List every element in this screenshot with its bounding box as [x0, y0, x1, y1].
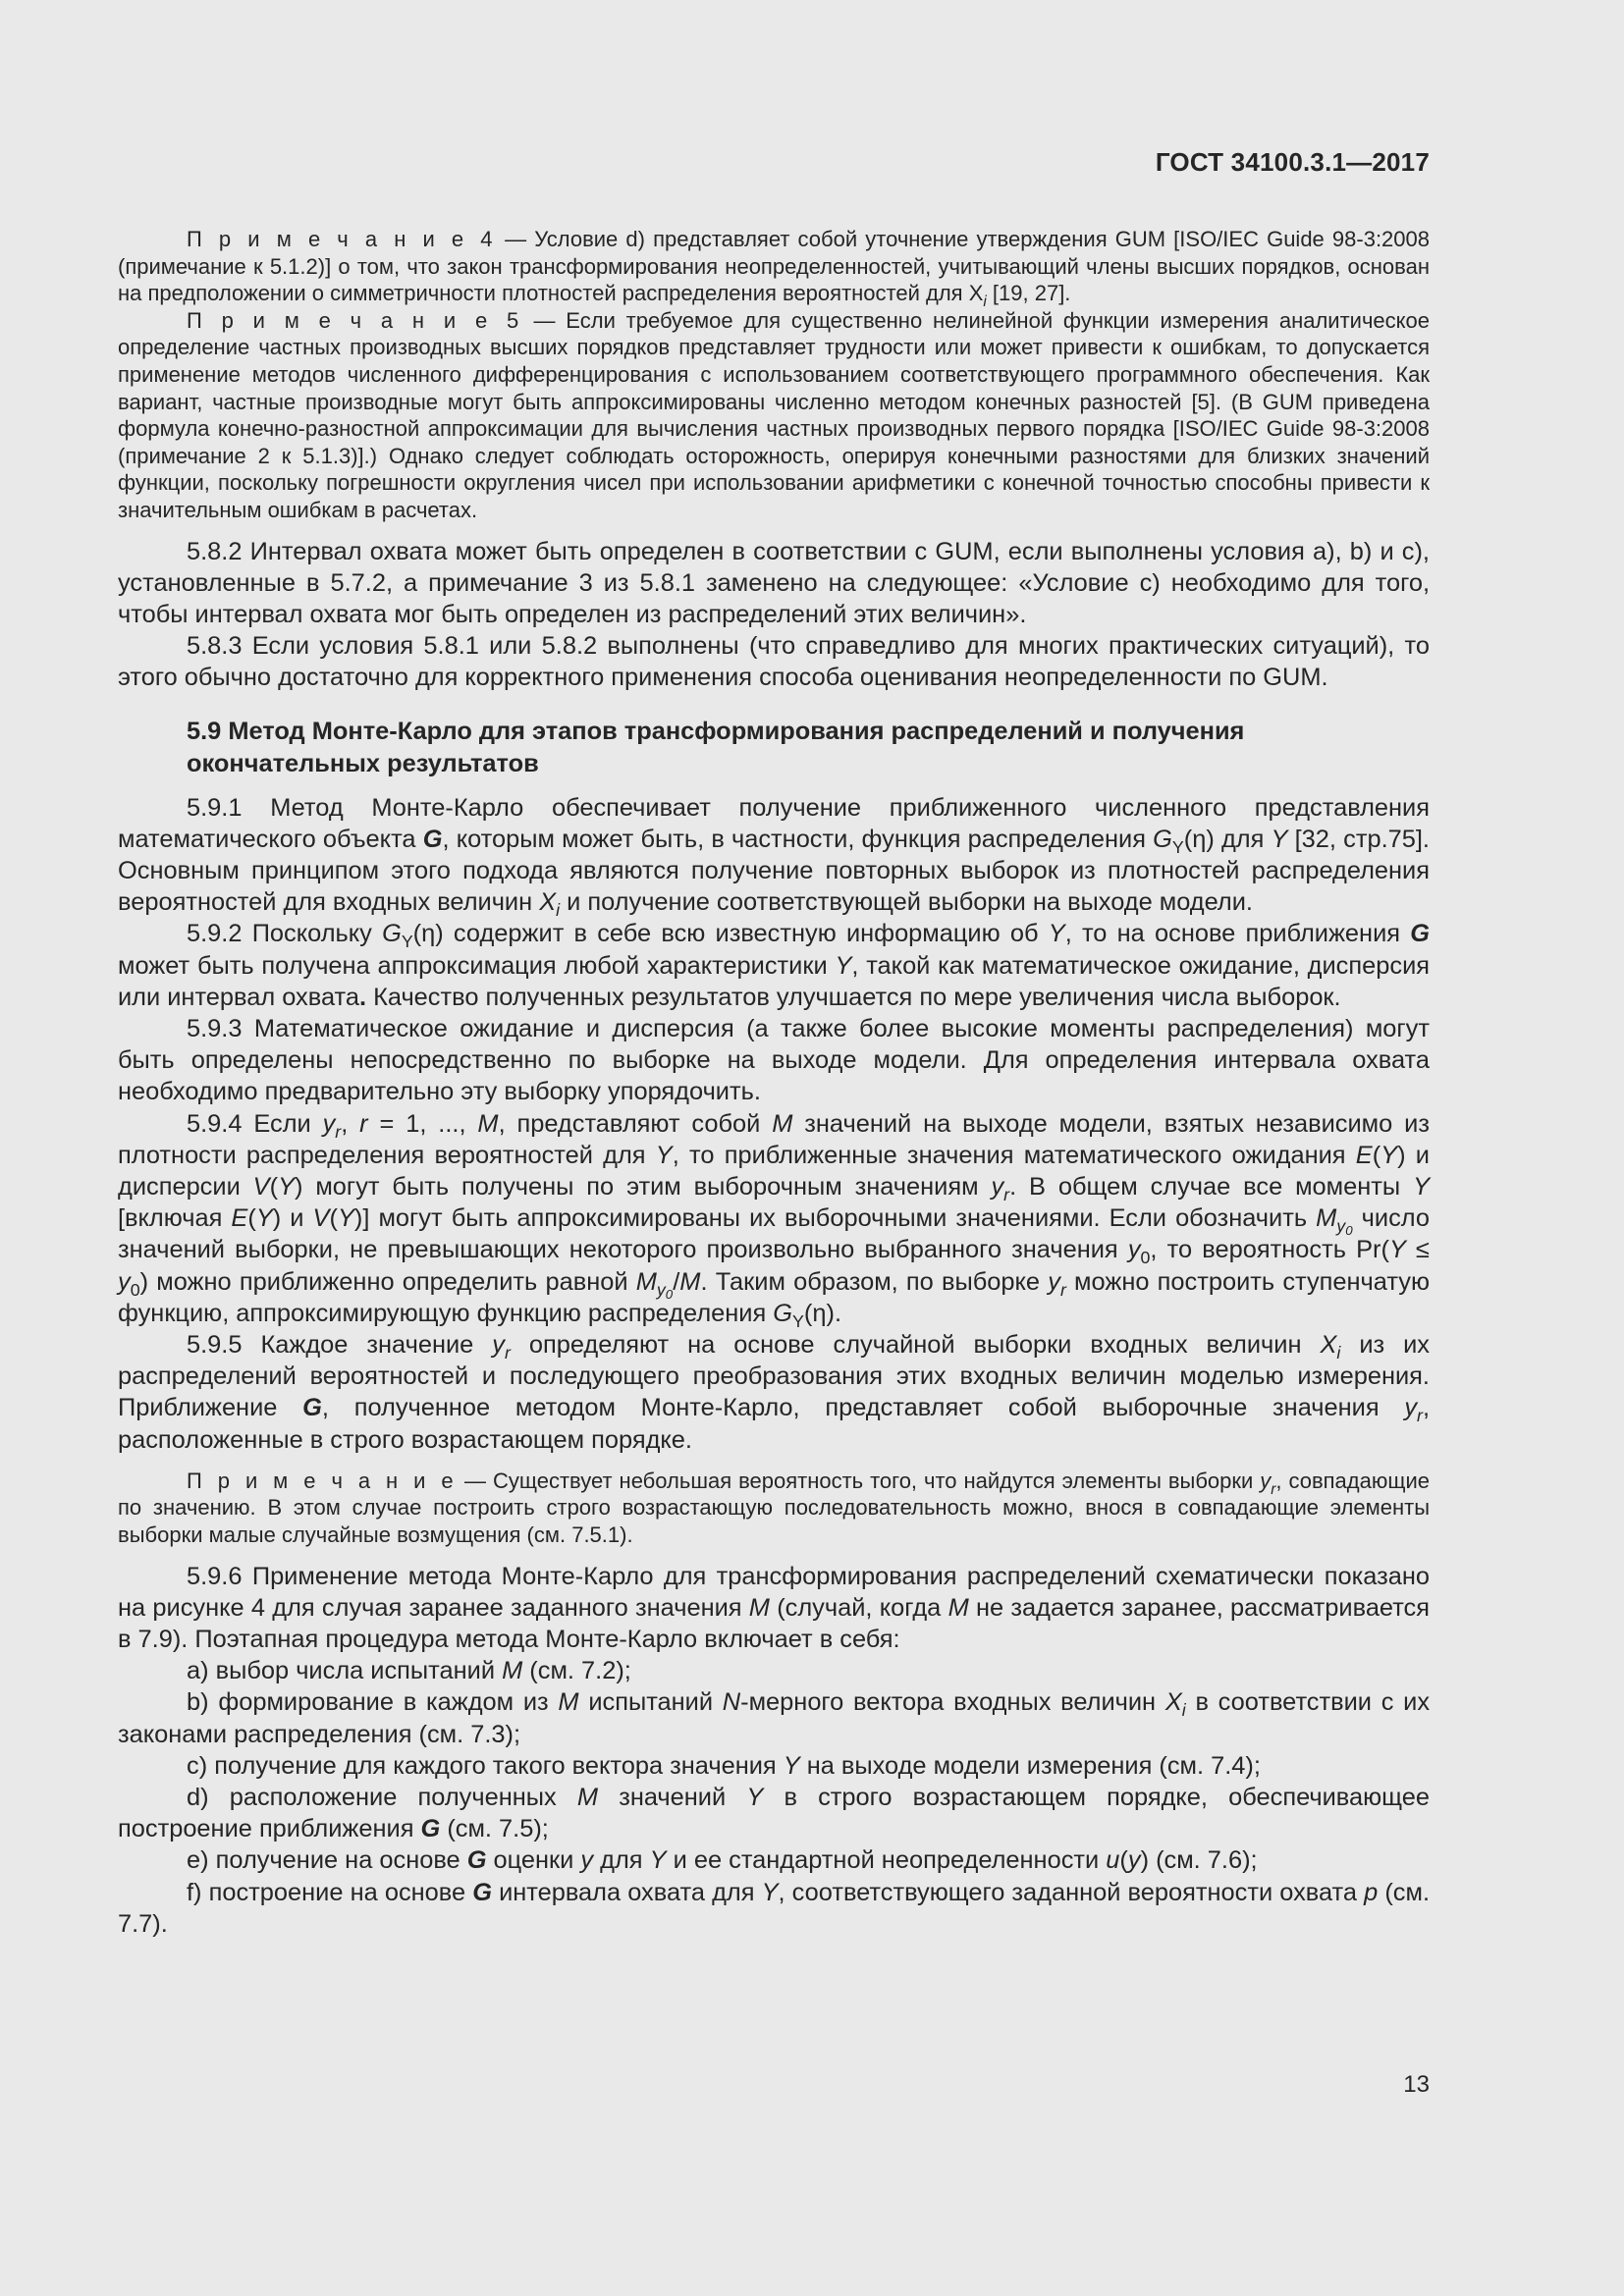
list-item: f) построение на основе G интервала охвата для Y, соответствующего заданной вероятности охвата p (см. 7.7). [118, 1878, 1430, 1938]
document-id-header: ГОСТ 34100.3.1—2017 [1155, 147, 1430, 177]
note-5: П р и м е ч а н и е 5 — Если требуемое для существенно нелинейной функции измерения аналитическое определение частных производных высших порядков представляет трудности или может привести к ошибкам, то допускается применение методов численного дифференцирования с использованием соответствующего программного обеспечения. Как вариант, частные производные могут быть аппроксимированы численно методом конечных разностей [5]. (В GUM приведена формула конечно-разностной аппроксимации для вычисления частных производных первого порядка [ISO/IEC Guide 98-3:2008 (примечание 2 к 5.1.3)].) Однако следует соблюдать осторожность, оперируя конечными разностями для близких значений функции, поскольку погрешности округления чисел при использовании арифметики с конечной точностью способны привести к значительным ошибкам в расчетах. [118, 307, 1430, 522]
note-label: П р и м е ч а н и е 5 [187, 307, 523, 333]
list-item: b) формирование в каждом из M испытаний N-мерного вектора входных величин $X_i$ в соответствии с их законами распределения (см. 7.3); [118, 1688, 1431, 1748]
paragraph-5-9-2: 5.9.2 Поскольку $G_Y(\eta)$ содержит в себе всю известную информацию об Y, то на основе приближения G может быть получена аппроксимация любой характеристики Y, такой как математическое ожидание, дисперсия или интервал охвата. Качество полученных результатов улучшается по мере увеличения числа выборок. [118, 920, 1430, 1011]
section-heading-5-9: 5.9 Метод Монте-Карло для этапов трансформирования распределений и получения окончательных результатов [187, 717, 1245, 777]
main-content [118, 226, 1430, 1940]
paragraph-5-8-3: 5.8.3 Если условия 5.8.1 или 5.8.2 выполнены (что справедливо для многих практических ситуаций), то этого обычно достаточно для корректного применения способа оценивания неопределенности по GUM. [118, 632, 1430, 692]
note-label: П р и м е ч а н и е 4 [187, 227, 498, 251]
note-label: П р и м е ч а н и е [187, 1468, 459, 1493]
list-item: a) выбор числа испытаний M (см. 7.2); [187, 1657, 631, 1685]
paragraph-5-9-5: 5.9.5 Каждое значение $y_r$ определяют на основе случайной выборки входных величин $X_i$ из их распределений вероятностей и последующего преобразования этих входных величин моделью измерения. Приближение G, полученное методом Монте-Карло, представляет собой выборочные значения $y_r$, расположенные в строго возрастающем порядке. [118, 1331, 1430, 1454]
list-item: d) расположение полученных M значений Y в строго возрастающем порядке, обеспечивающее построение приближения G (см. 7.5); [118, 1784, 1430, 1843]
paragraph-5-9-3: 5.9.3 Математическое ожидание и дисперсия (а также более высокие моменты распределения) могут быть определены непосредственно по выборке на выходе модели. Для определения интервала охвата необходимо предварительно эту выборку упорядочить. [118, 1014, 1430, 1106]
list-item: c) получение для каждого такого вектора значения Y на выходе модели измерения (см. 7.4); [187, 1751, 1261, 1780]
paragraph-5-9-4: 5.9.4 Если $y_r$, r = 1, ..., M, представляют собой M значений на выходе модели, взятых независимо из плотности распределения вероятностей для Y, то приближенные значения математического ожидания E(Y) и дисперсии V(Y) могут быть получены по этим выборочным значениям $y_r$. В общем случае все моменты Y [включая E(Y) и V(Y)] могут быть аппроксимированы их выборочными значениями. Если обозначить $M_{y_0}$ число значений выборки, не превышающих некоторого произвольно выбранного значения $y_0$, то вероятность $Pr(Y \le y_0)$ можно приближенно определить равной $M_{y_0}/M$. Таким образом, по выборке $y_r$ можно построить ступенчатую функцию, аппроксимирующую функцию распределения $G_Y(\eta)$. [118, 1109, 1431, 1331]
paragraph-5-9-1: 5.9.1 Метод Монте-Карло обеспечивает получение приближенного численного представления математического объекта G, которым может быть, в частности, функция распределения $G_Y(\eta)$ для Y [32, стр.75]. Основным принципом этого подхода являются получение повторных выборок из плотностей распределения вероятностей для входных величин $X_i$ и получение соответствующей выборки на выходе модели. [118, 793, 1430, 921]
paragraph-5-9-6: 5.9.6 Применение метода Монте-Карло для трансформирования распределений схематически показано на рисунке 4 для случая заранее заданного значения M (случай, когда M не задается заранее, рассматривается в 7.9). Поэтапная процедура метода Монте-Карло включает в себя: [118, 1562, 1431, 1653]
note-5-9-5: П р и м е ч а н и е — Существует небольшая вероятность того, что найдутся элементы выборки $y_r$, совпадающие по значению. В этом случае построить строго возрастающую последовательность можно, внося в совпадающие элементы выборки малые случайные возмущения (см. 7.5.1). [118, 1468, 1430, 1547]
note-4: П р и м е ч а н и е 4 — Условие d) представляет собой уточнение утверждения GUM [ISO/IEC Guide 98-3:2008 (примечание к 5.1.2)] о том, что закон трансформирования неопределенностей, учитывающий члены высших порядков, основан на предположении о симметричности плотностей распределения вероятностей для $X_i$ [19, 27]. [118, 227, 1430, 311]
paragraph-5-8-2: 5.8.2 Интервал охвата может быть определен в соответствии с GUM, если выполнены условия a), b) и c), установленные в 5.7.2, а примечание 3 из 5.8.1 заменено на следующее: «Условие c) необходимо для того, чтобы интервал охвата мог быть определен из распределений этих величин». [118, 537, 1430, 628]
page-number: 13 [1403, 2071, 1430, 2098]
list-item: e) получение на основе G оценки y для Y и ее стандартной неопределенности u(y) (см. 7.6); [187, 1846, 1258, 1875]
procedure-list [118, 1655, 1430, 1940]
